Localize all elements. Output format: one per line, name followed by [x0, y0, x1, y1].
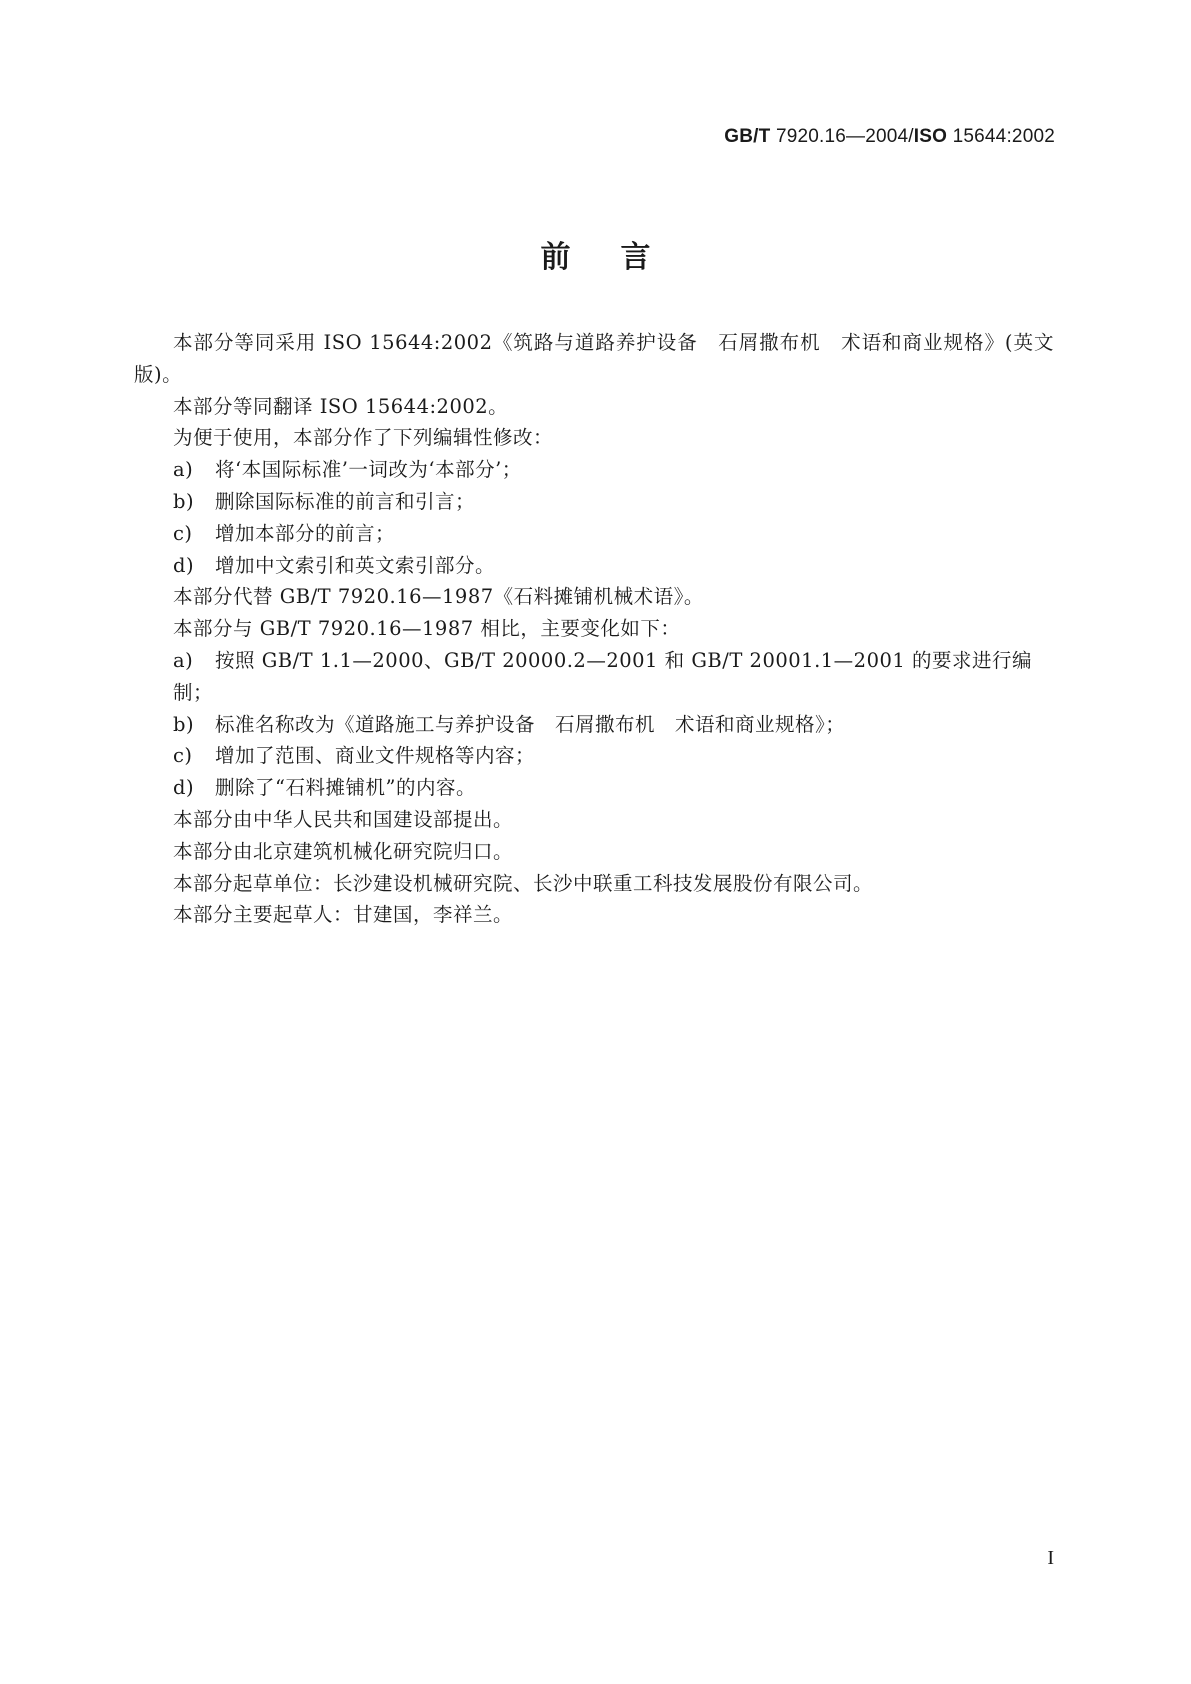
paragraph: 本部分代替 GB/T 7920.16—1987《石料摊铺机械术语》。 — [173, 585, 704, 609]
list-item-label: a) — [173, 458, 194, 482]
list-item — [134, 486, 1054, 518]
list-item-label: b) — [173, 489, 195, 513]
header-gbt: GB/T — [724, 126, 771, 147]
header-number: 7920.16—2004/ — [775, 126, 914, 147]
paragraph: 本部分等同翻译 ISO 15644:2002。 — [173, 394, 509, 418]
paragraph: 本部分与 GB/T 7920.16—1987 相比，主要变化如下： — [173, 617, 681, 641]
paragraph: 本部分由北京建筑机械化研究院归口。 — [173, 839, 514, 863]
list-item-text: 增加了范围、商业文件规格等内容； — [215, 744, 536, 768]
list-item-text: 标准名称改为《道路施工与养护设备 石屑撒布机 术语和商业规格》； — [215, 712, 846, 736]
list-item — [134, 772, 1054, 804]
list-item-label: b) — [173, 712, 195, 736]
page-number: I — [1047, 1547, 1054, 1569]
list-item-label: d) — [173, 776, 195, 800]
list-item-text: 增加中文索引和英文索引部分。 — [215, 553, 496, 577]
list-item-text: 将‘本国际标准’一词改为‘本部分’； — [215, 458, 522, 482]
paragraph: 本部分起草单位：长沙建设机械研究院、长沙中联重工科技发展股份有限公司。 — [173, 871, 874, 895]
foreword-body — [134, 327, 1054, 931]
list-item-text: 删除国际标准的前言和引言； — [215, 489, 476, 513]
paragraph: 本部分主要起草人：甘建国，李祥兰。 — [173, 903, 514, 927]
paragraph: 为便于使用，本部分作了下列编辑性修改： — [173, 426, 554, 450]
standard-number-header — [724, 126, 1055, 148]
list-item-text: 按照 GB/T 1.1—2000、GB/T 20000.2—2001 和 GB/T 20001.1—2001 的要求进行编制； — [173, 648, 1033, 704]
list-item-text: 增加本部分的前言； — [215, 521, 396, 545]
header-iso: ISO — [913, 126, 948, 147]
list-item — [134, 550, 1054, 582]
header-iso-number: 15644:2002 — [952, 126, 1055, 147]
page-title: 前言 — [540, 240, 701, 275]
list-item — [134, 645, 1054, 709]
list-item-label: a) — [173, 648, 194, 672]
paragraph: 本部分由中华人民共和国建设部提出。 — [173, 807, 514, 831]
list-item-label: d) — [173, 553, 195, 577]
list-item-text: 删除了“石料摊铺机”的内容。 — [215, 776, 476, 800]
list-item — [134, 518, 1054, 550]
list-item-label: c) — [173, 744, 193, 768]
paragraph: 本部分等同采用 ISO 15644:2002《筑路与道路养护设备 石屑撒布机 术语和商业规格》(英文版)。 — [134, 331, 1054, 386]
list-item — [134, 709, 1054, 741]
list-item — [134, 454, 1054, 486]
list-item-label: c) — [173, 521, 193, 545]
list-item — [134, 740, 1054, 772]
